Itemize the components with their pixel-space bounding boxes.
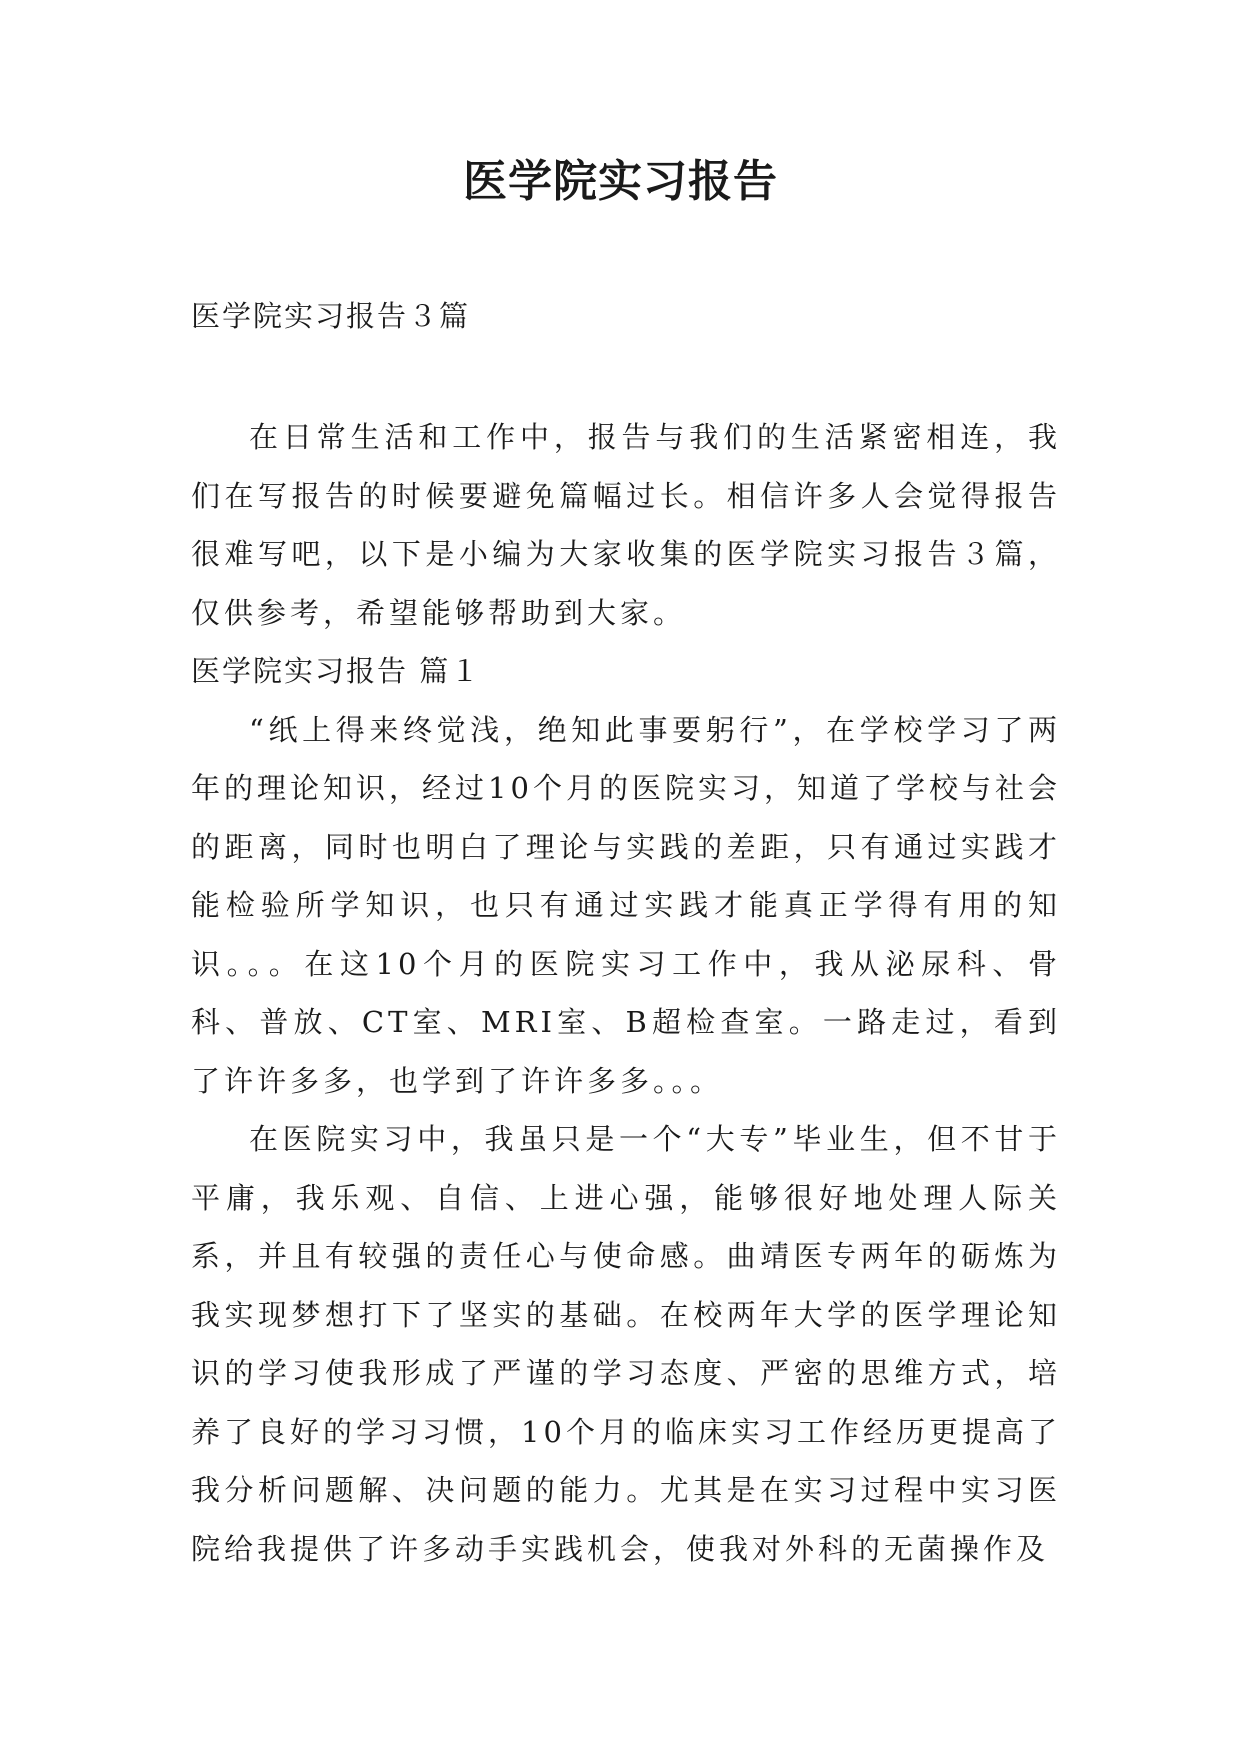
document-title: 医学院实习报告 [463, 156, 778, 207]
document-body [191, 408, 1061, 1578]
body-paragraph: “纸上得来终觉浅，绝知此事要躬行”，在学校学习了两年的理论知识，经过10个月的医院实习，知道了学校与社会的距离，同时也明白了理论与实践的差距，只有通过实践才能检验所学知识，也只有通过实践才能真正学得有用的知识。。。在这10个月的医院实习工作中，我从泌尿科、骨科、普放、CT室、MRI室、B超检查室。一路走过，看到了许许多多，也学到了许许多多。。。 [191, 712, 1061, 1098]
body-paragraph: 在医院实习中，我虽只是一个“大专”毕业生，但不甘于平庸，我乐观、自信、上进心强，能够很好地处理人际关系，并且有较强的责任心与使命感。曲靖医专两年的砺炼为我实现梦想打下了坚实的基础。在校两年大学的医学理论知识的学习使我形成了严谨的学习态度、严密的思维方式，培养了良好的学习习惯，10个月的临床实习工作经历更提高了我分析问题解、决问题的能力。尤其是在实习过程中实习医院给我提供了许多动手实践机会，使我对外科的无菌操作及 [191, 1122, 1061, 1566]
document-subtitle: 医学院实习报告３篇 [191, 299, 471, 333]
intro-paragraph: 在日常生活和工作中，报告与我们的生活紧密相连，我们在写报告的时候要避免篇幅过长。相信许多人会觉得报告很难写吧，以下是小编为大家收集的医学院实习报告３篇，仅供参考，希望能够帮助到大家。 [191, 420, 1061, 630]
section-heading: 医学院实习报告 篇１ [191, 654, 482, 688]
